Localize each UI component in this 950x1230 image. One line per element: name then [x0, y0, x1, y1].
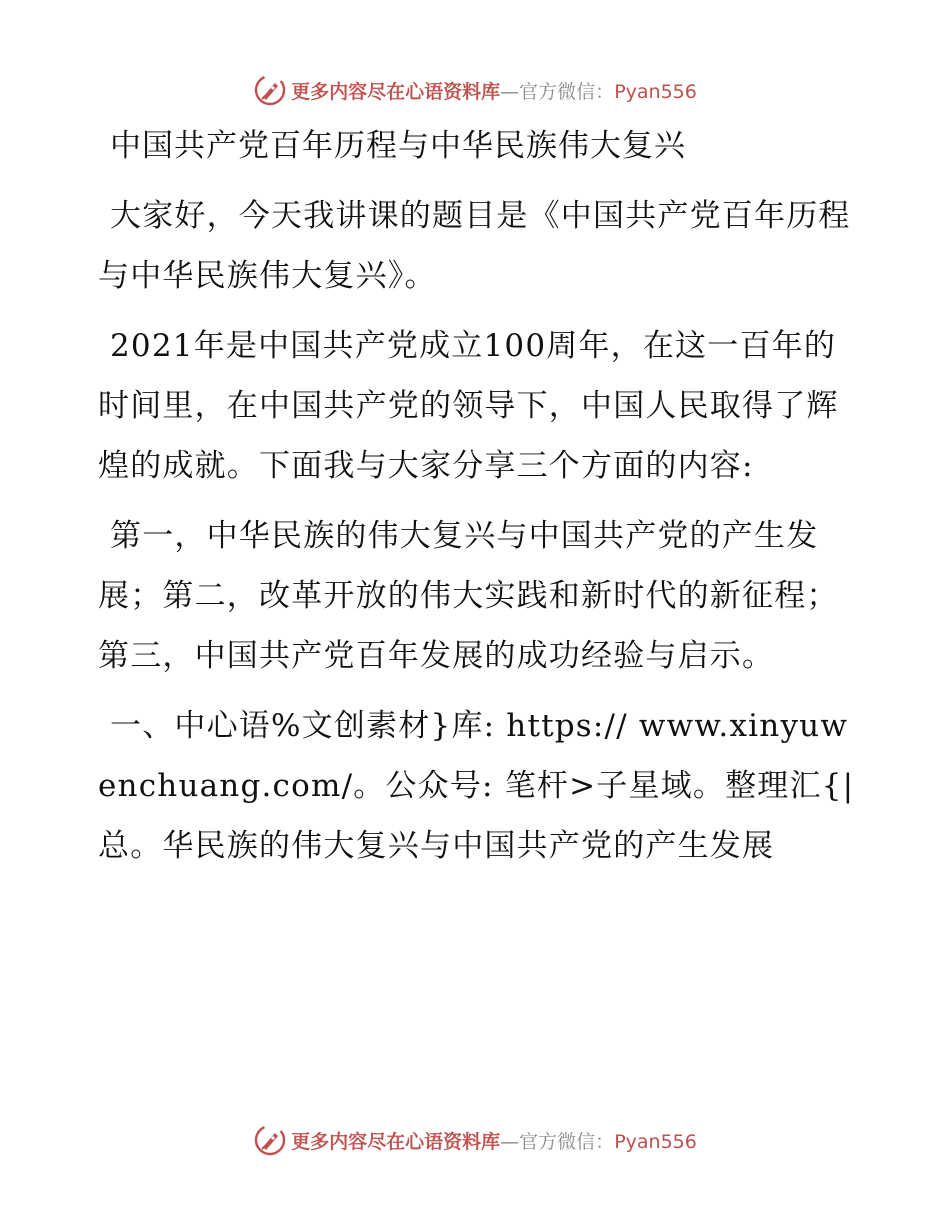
pen-nib-logo-icon	[253, 1123, 287, 1157]
header-banner-text	[291, 77, 697, 104]
footer-banner-text	[291, 1127, 697, 1154]
footer-banner	[0, 1120, 950, 1160]
header-banner	[0, 70, 950, 110]
banner-wechat-label: 官方微信：	[519, 1130, 615, 1153]
banner-slogan: 更多内容尽在心语资料库	[291, 1130, 501, 1153]
paragraph-section-one: 一、中心语%文创素材}库: https:// www.xinyuwenchuang.com/。公众号: 笔杆>子星域。整理汇{|总。华民族的伟大复兴与中国共产党的产生发展	[98, 708, 855, 864]
banner-wechat-id: Pyan556	[614, 80, 697, 103]
header-banner-content	[253, 73, 697, 107]
paragraph-greeting: 大家好，今天我讲课的题目是《中国共产党百年历程与中华民族伟大复兴》。	[98, 198, 851, 294]
document-body	[98, 122, 858, 886]
document-title: 中国共产党百年历程与中华民族伟大复兴	[110, 128, 686, 164]
banner-slogan: 更多内容尽在心语资料库	[291, 80, 501, 103]
banner-wechat-label: 官方微信：	[519, 80, 615, 103]
paragraph-intro: 2021年是中国共产党成立100周年，在这一百年的时间里，在中国共产党的领导下，中国人民取得了辉煌的成就。下面我与大家分享三个方面的内容:	[98, 328, 839, 484]
banner-dash: —	[500, 80, 520, 103]
banner-wechat-id: Pyan556	[614, 1130, 697, 1153]
pen-nib-logo-icon	[253, 73, 287, 107]
banner-dash: —	[500, 1130, 520, 1153]
paragraph-outline: 第一，中华民族的伟大复兴与中国共产党的产生发展；第二，改革开放的伟大实践和新时代的新征程；第三，中国共产党百年发展的成功经验与启示。	[98, 518, 839, 674]
footer-banner-content	[253, 1123, 697, 1157]
